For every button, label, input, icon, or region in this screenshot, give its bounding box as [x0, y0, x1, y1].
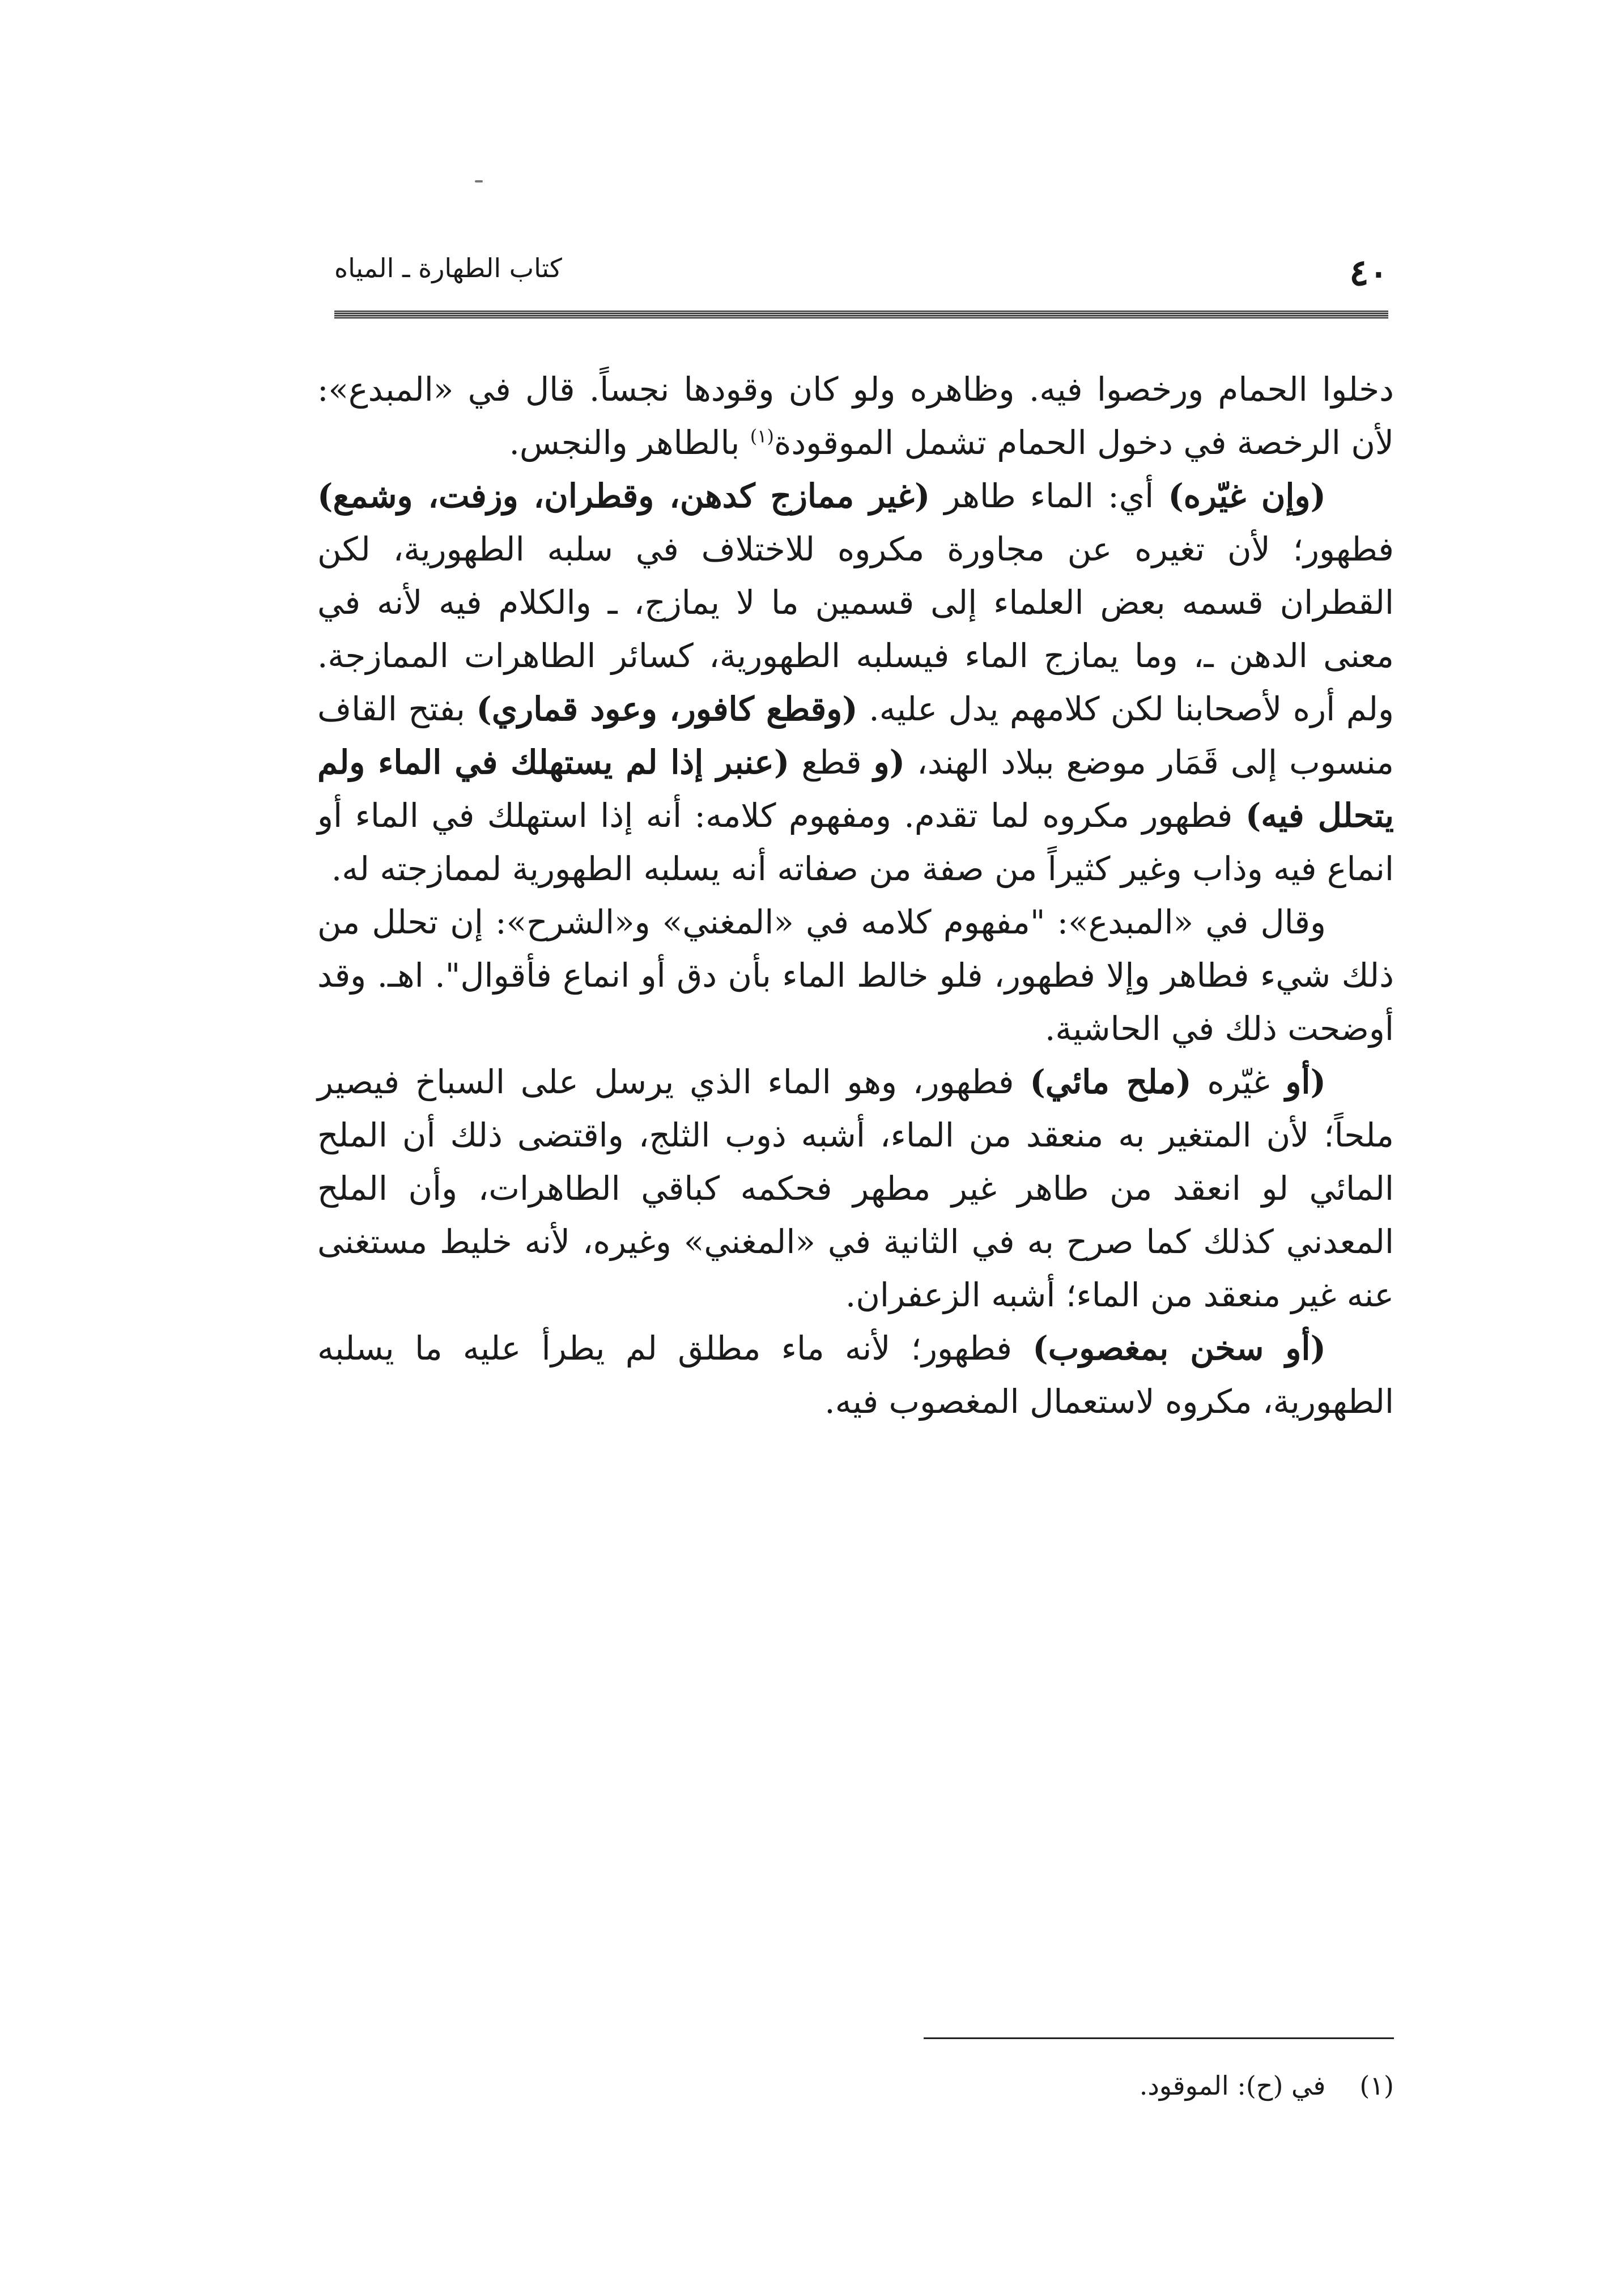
sharh-text: قطع — [789, 743, 874, 782]
paragraph — [317, 1055, 1394, 1322]
sharh-text: بالطاهر والنجس. — [509, 423, 750, 462]
sharh-text: فطهور؛ لأن تغيره عن مجاورة مكروه للاختلاف في سلبه الطهورية، لكن القطران قسمه بعض العلماء إلى قسمين ما لا يمازج، ـ والكلام فيه لأنه في معنى الدهن ـ، وما يمازج الماء فيسلبه الطهورية، كسائر الطاهرات الممازجة. ولم أره لأصحابنا لكن كلامهم يدل عليه. — [317, 530, 1394, 728]
running-title: كتاب الطهارة ـ المياه — [334, 253, 562, 283]
footnotes — [317, 2069, 1394, 2103]
main-text — [317, 363, 1394, 1428]
page-header — [334, 238, 1388, 300]
sharh-text: وقال في «المبدع»: "مفهوم كلامه في «المغني» و«الشرح»: إن تحلل من ذلك شيء فطاهر وإلا فطهور، فلو خالط الماء بأن دق أو انماع فأقوال". اهـ. وقد أوضحت ذلك في الحاشية. — [317, 903, 1394, 1048]
matn-text: (أو — [1285, 1063, 1326, 1101]
paragraph — [317, 895, 1394, 1055]
matn-text: (أو سخن بمغصوب) — [1032, 1329, 1326, 1368]
footnote-rule — [924, 2037, 1394, 2039]
sharh-text: دخلوا الحمام ورخصوا فيه. وظاهره ولو كان وقودها نجساً. قال في «المبدع»: لأن الرخصة في دخول الحمام تشمل الموقودة — [317, 370, 1394, 462]
footnote-item — [317, 2069, 1394, 2103]
footnote-marker: (١) — [750, 425, 774, 447]
sharh-text: أي: الماء طاهر — [930, 477, 1168, 515]
matn-text: (و — [873, 743, 905, 782]
matn-text: (وإن غيّره) — [1168, 477, 1326, 515]
stray-ink-mark — [475, 180, 483, 182]
header-rule — [334, 311, 1388, 319]
matn-text: (ملح مائي) — [1030, 1063, 1192, 1101]
footnote-text: في (ح): الموقود. — [1139, 2070, 1326, 2101]
paragraph — [317, 363, 1394, 469]
matn-text: (غير ممازج كدهن، وقطران، وزفت، وشمع) — [317, 477, 930, 515]
footnote-number: (١) — [1359, 2070, 1394, 2101]
paragraph — [317, 469, 1394, 895]
sharh-text: فطهور؛ لأنه ماء مطلق لم يطرأ عليه ما يسلبه الطهورية، مكروه لاستعمال المغصوب فيه. — [317, 1329, 1394, 1421]
matn-text: (عنبر إذا لم يستهلك في الماء ولم يتحلل فيه) — [317, 743, 1395, 835]
paragraph — [317, 1322, 1394, 1428]
sharh-text: غيّره — [1191, 1063, 1286, 1101]
sharh-text: بفتح القاف منسوب إلى قَمَار موضع ببلاد الهند، — [317, 690, 1394, 782]
page-number: ٤٠ — [1349, 252, 1388, 294]
matn-text: (وقطع كافور، وعود قماري) — [476, 690, 858, 728]
sharh-text: فطهور مكروه لما تقدم. ومفهوم كلامه: أنه إذا استهلك في الماء أو انماع فيه وذاب وغير كثيراً من صفة من صفاته أنه يسلبه الطهورية لممازجته له. — [317, 796, 1394, 888]
sharh-text: فطهور، وهو الماء الذي يرسل على السباخ فيصير ملحاً؛ لأن المتغير به منعقد من الماء، أشبه ذوب الثلج، واقتضى ذلك أن الملح المائي لو انعقد من طاهر غير مطهر فحكمه كباقي الطاهرات، وأن الملح المعدني كذلك كما صرح به في الثانية في «المغني» وغيره، لأنه خليط مستغنى عنه غير منعقد من الماء؛ أشبه الزعفران. — [317, 1063, 1394, 1314]
